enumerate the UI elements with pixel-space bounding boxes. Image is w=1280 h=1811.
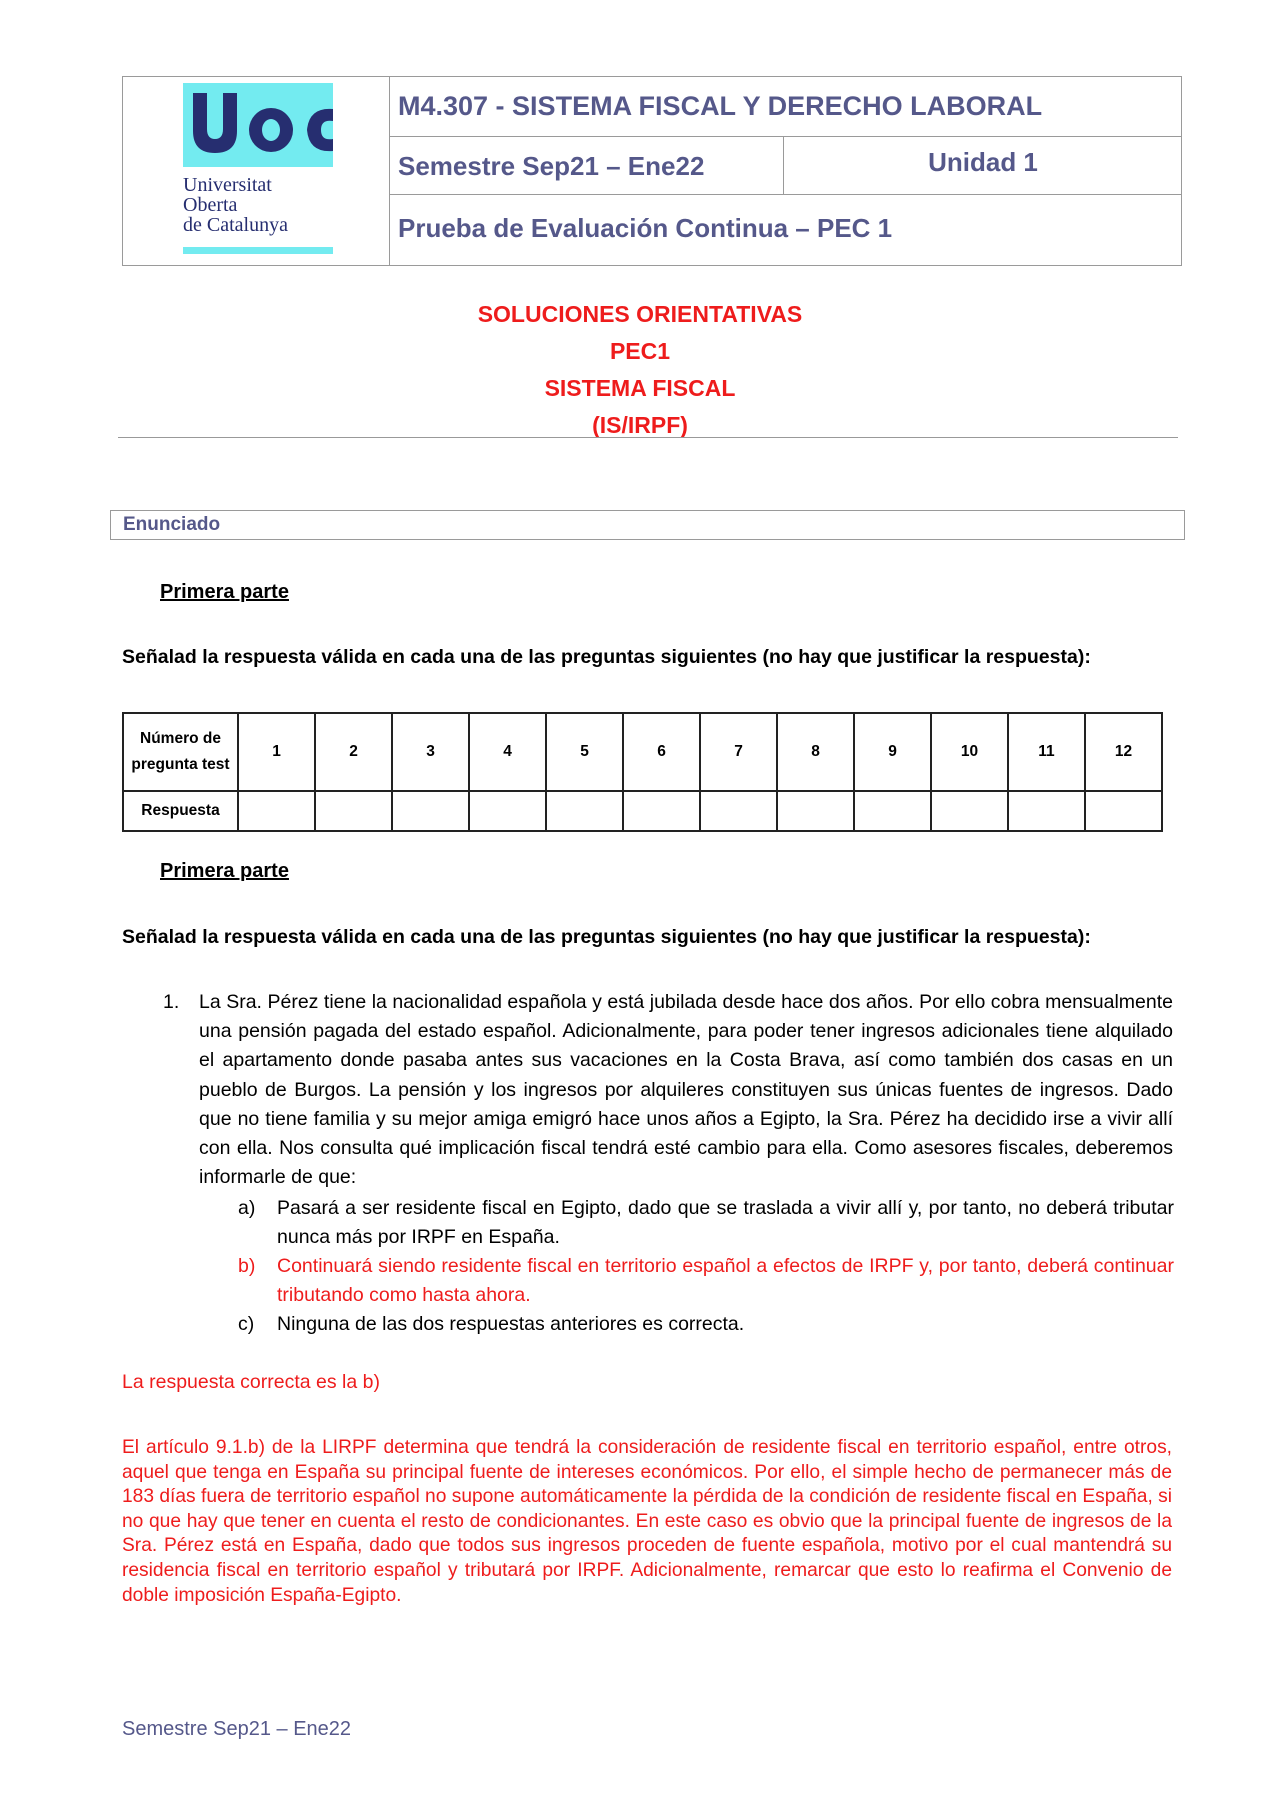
question-number-cell: 8 bbox=[777, 713, 854, 791]
course-title: M4.307 - SISTEMA FISCAL Y DERECHO LABORAL bbox=[390, 77, 1181, 137]
answer-cell bbox=[931, 791, 1008, 831]
assessment-title: Prueba de Evaluación Continua – PEC 1 bbox=[398, 213, 893, 243]
question-text: La Sra. Pérez tiene la nacionalidad española y está jubilada desde hace dos años. Por ello cobra mensualmente una pensión pagada del estado español. Adicionalmente, para poder tener ingresos adicionales tiene alquilado el apartamento donde pasaba antes sus vacaciones en la Costa Brava, así como también dos casas en un pueblo de Burgos. La pensión y los ingresos por alquileres constituyen sus únicas fuentes de ingresos. Dado que no tiene familia y su mejor amiga emigró hace unos años a Egipto, la Sra. Pérez ha decidido irse a vivir allí con ella. Nos consulta qué implicación fiscal tendrá esté cambio para ella. Como asesores fiscales, deberemos informarle de que: bbox=[199, 991, 1173, 1189]
title-line: SISTEMA FISCAL bbox=[544, 375, 736, 401]
title-divider bbox=[118, 437, 1178, 438]
answer-row bbox=[123, 791, 1162, 831]
uoc-logo-mark bbox=[183, 83, 333, 167]
answer-cell bbox=[777, 791, 854, 831]
section-heading-enunciado: Enunciado bbox=[110, 510, 1185, 540]
question-number-cell: 4 bbox=[469, 713, 546, 791]
solutions-titles bbox=[0, 296, 1280, 444]
page-footer: Semestre Sep21 – Ene22 bbox=[122, 1718, 352, 1740]
question-number-cell: 9 bbox=[854, 713, 931, 791]
question-number-cell: 5 bbox=[546, 713, 623, 791]
logo-line: Oberta bbox=[183, 194, 238, 216]
option-text: Pasará a ser residente fiscal en Egipto, dado que se traslada a vivir allí y, por tanto, no deberá tributar nunca más por IRPF en España. bbox=[277, 1197, 1174, 1249]
answer-table bbox=[122, 712, 1163, 832]
title-line: SOLUCIONES ORIENTATIVAS bbox=[477, 301, 803, 327]
option-letter: a) bbox=[238, 1197, 256, 1219]
title-line: PEC1 bbox=[609, 338, 671, 364]
answer-cell bbox=[392, 791, 469, 831]
option-a bbox=[238, 1194, 1174, 1252]
option-letter: b) bbox=[238, 1255, 256, 1277]
correct-answer: La respuesta correcta es la b) bbox=[122, 1371, 380, 1393]
logo-line: de Catalunya bbox=[183, 214, 288, 236]
answer-cell bbox=[1008, 791, 1085, 831]
uoc-logo-bar bbox=[183, 247, 333, 254]
question-number-cell: 2 bbox=[315, 713, 392, 791]
header-table bbox=[122, 76, 1182, 266]
uoc-logo bbox=[123, 77, 390, 265]
instruction-text: Señalad la respuesta válida en cada una de las preguntas siguientes (no hay que justificar la respuesta): bbox=[122, 926, 1091, 948]
part-heading: Primera parte bbox=[160, 581, 289, 603]
row-label-answer: Respuesta bbox=[123, 791, 238, 831]
semester-unit-row bbox=[390, 137, 1181, 195]
answer-cell bbox=[238, 791, 315, 831]
question-number-cell: 3 bbox=[392, 713, 469, 791]
answer-cell bbox=[546, 791, 623, 831]
part-heading: Primera parte bbox=[160, 860, 289, 882]
answer-cell bbox=[1085, 791, 1162, 831]
instruction-text: Señalad la respuesta válida en cada una de las preguntas siguientes (no hay que justificar la respuesta): bbox=[122, 646, 1091, 668]
question-number-cell: 11 bbox=[1008, 713, 1085, 791]
answer-cell bbox=[854, 791, 931, 831]
title-line: (IS/IRPF) bbox=[592, 412, 688, 438]
semester-label: Semestre Sep21 – Ene22 bbox=[390, 137, 784, 194]
uoc-letters-icon bbox=[183, 83, 333, 167]
uoc-logo-text bbox=[183, 175, 288, 235]
option-letter: c) bbox=[238, 1313, 255, 1335]
question-number-cell: 6 bbox=[623, 713, 700, 791]
question-number-cell: 10 bbox=[931, 713, 1008, 791]
question-number-cell: 1 bbox=[238, 713, 315, 791]
question-number-cell: 12 bbox=[1085, 713, 1162, 791]
question-number: 1. bbox=[163, 991, 180, 1013]
option-text: Continuará siendo residente fiscal en territorio español a efectos de IRPF y, por tanto, deberá continuar tributando como hasta ahora. bbox=[277, 1255, 1174, 1307]
answer-cell bbox=[469, 791, 546, 831]
option-c bbox=[238, 1310, 1174, 1339]
answer-cell bbox=[623, 791, 700, 831]
question-number-cell: 7 bbox=[700, 713, 777, 791]
answer-explanation: El artículo 9.1.b) de la LIRPF determina que tendrá la consideración de residente fiscal en territorio español, entre otros, aquel que tenga en España su principal fuente de intereses económicos. Por ello, el simple hecho de permanecer más de 183 días fuera de territorio español no supone automáticamente la pérdida de la condición de residente fiscal en España, si no que hay que tener en cuenta el resto de condicionantes. En este caso es obvio que la principal fuente de ingresos de la Sra. Pérez está en España, dado que todos sus ingresos proceden de fuente española, motivo por el cual mantendrá su residencia fiscal en territorio español y tributará por IRPF. Adicionalmente, remarcar que esto lo reafirma el Convenio de doble imposición España-Egipto. bbox=[122, 1437, 1172, 1606]
option-b-correct bbox=[238, 1252, 1174, 1310]
question-number-row bbox=[123, 713, 1162, 791]
unit-label: Unidad 1 bbox=[928, 147, 1038, 177]
option-text: Ninguna de las dos respuestas anteriores es correcta. bbox=[277, 1313, 745, 1335]
row-label-question-number: Número de pregunta test bbox=[123, 713, 238, 791]
answer-cell bbox=[700, 791, 777, 831]
question-1 bbox=[163, 988, 1173, 1192]
logo-line: Universitat bbox=[183, 174, 272, 196]
answer-cell bbox=[315, 791, 392, 831]
